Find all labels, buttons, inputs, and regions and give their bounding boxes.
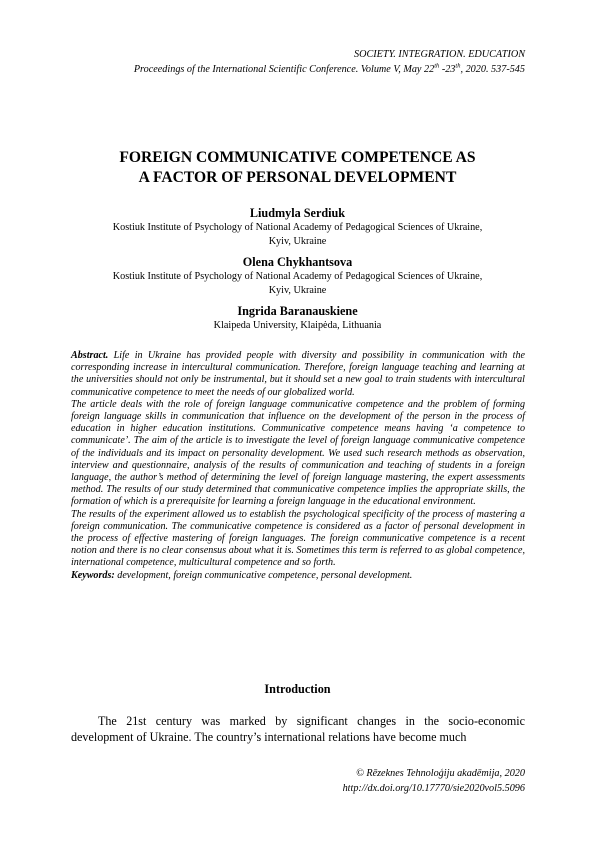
abstract-paragraph-3: The results of the experiment allowed us to establish the psychological specificity of the process of mastering a foreign communication. The communicative competence is considered as a factor of personal development in the process of effective mastering of foreign languages. The foreign communicative competence is a recent notion and there is no clear consensus about what it is. Sometimes this term is referred to as global competence, international competence, multicultural competence and so forth.	[71, 508, 525, 569]
abstract	[71, 350, 525, 582]
proceedings-line	[60, 62, 525, 77]
author-list	[60, 205, 535, 339]
abstract-paragraph-1	[71, 350, 525, 399]
keywords	[71, 570, 525, 582]
author-name: Liudmyla Serdiuk	[249, 206, 346, 220]
author-affiliation: Kostiuk Institute of Psychology of National Academy of Pedagogical Sciences of Ukraine,	[112, 222, 483, 233]
running-header	[60, 47, 525, 77]
abstract-label: Abstract.	[71, 350, 109, 361]
keywords-label: Keywords:	[71, 569, 115, 581]
abstract-paragraph-2: The article deals with the role of foreign language communicative competence and the problem of forming foreign language skills in communication that influence on the development of the person in the process of education in higher education institutions. Communicative competence means having ‘a competence to communicate’. The aim of the article is to investigate the level of foreign language communicative competence of the individuals and its impact on personality development. We used such research methods as observation, interview and questionnaire, analysis of the results of communication and teaching of students in a foreign language, the author’s method of determining the level of foreign language mastering, the expert assessments method. The results of our study determined that communicative competence implies the appropriate skills, the formation of which is a prerequisite for learning a foreign language in the educational environment.	[71, 398, 525, 508]
doi-link[interactable]: http://dx.doi.org/10.17770/sie2020vol5.5096	[342, 783, 525, 794]
author-affiliation: Klaipeda University, Klaipėda, Lithuania	[213, 320, 382, 331]
author-affiliation-location: Kyiv, Ukraine	[268, 235, 327, 247]
date-dash: -23	[439, 64, 456, 75]
journal-name: SOCIETY. INTEGRATION. EDUCATION	[354, 49, 525, 60]
author-affiliation: Kostiuk Institute of Psychology of National Academy of Pedagogical Sciences of Ukraine,	[112, 271, 483, 282]
date-superscript-1: th	[434, 62, 440, 70]
paper-title	[60, 148, 535, 188]
author-name: Olena Chykhantsova	[242, 255, 353, 269]
author-block	[60, 303, 535, 333]
introduction-paragraph: The 21st century was marked by significant changes in the socio-economic development of Ukraine. The country’s international relations have become much	[71, 714, 525, 744]
title-line-2: A FACTOR OF PERSONAL DEVELOPMENT	[138, 169, 457, 186]
proceedings-prefix: Proceedings of the International Scientific Conference. Volume V, May 22	[133, 64, 435, 75]
author-affiliation-location: Kyiv, Ukraine	[268, 284, 327, 296]
proceedings-suffix: , 2020. 537-545	[460, 64, 525, 75]
section-heading-introduction: Introduction	[264, 682, 331, 696]
keywords-text: development, foreign communicative competence, personal development.	[117, 569, 413, 581]
author-block	[60, 254, 535, 297]
title-line-1: FOREIGN COMMUNICATIVE COMPETENCE AS	[119, 149, 476, 166]
copyright-notice: © Rēzeknes Tehnoloģiju akadēmija, 2020	[356, 768, 525, 779]
page-footer	[60, 766, 525, 796]
author-block	[60, 205, 535, 248]
abstract-text: Life in Ukraine has provided people with diversity and possibility in communication with the corresponding increase in intercultural communication. Therefore, foreign language teaching and learning at the universities should not only be instrumental, but it should set a new goal to train students with intercultural communicative competence to meet the needs of our globalized world.	[71, 350, 525, 398]
date-superscript-2: th	[455, 62, 461, 70]
author-name: Ingrida Baranauskiene	[237, 304, 358, 318]
